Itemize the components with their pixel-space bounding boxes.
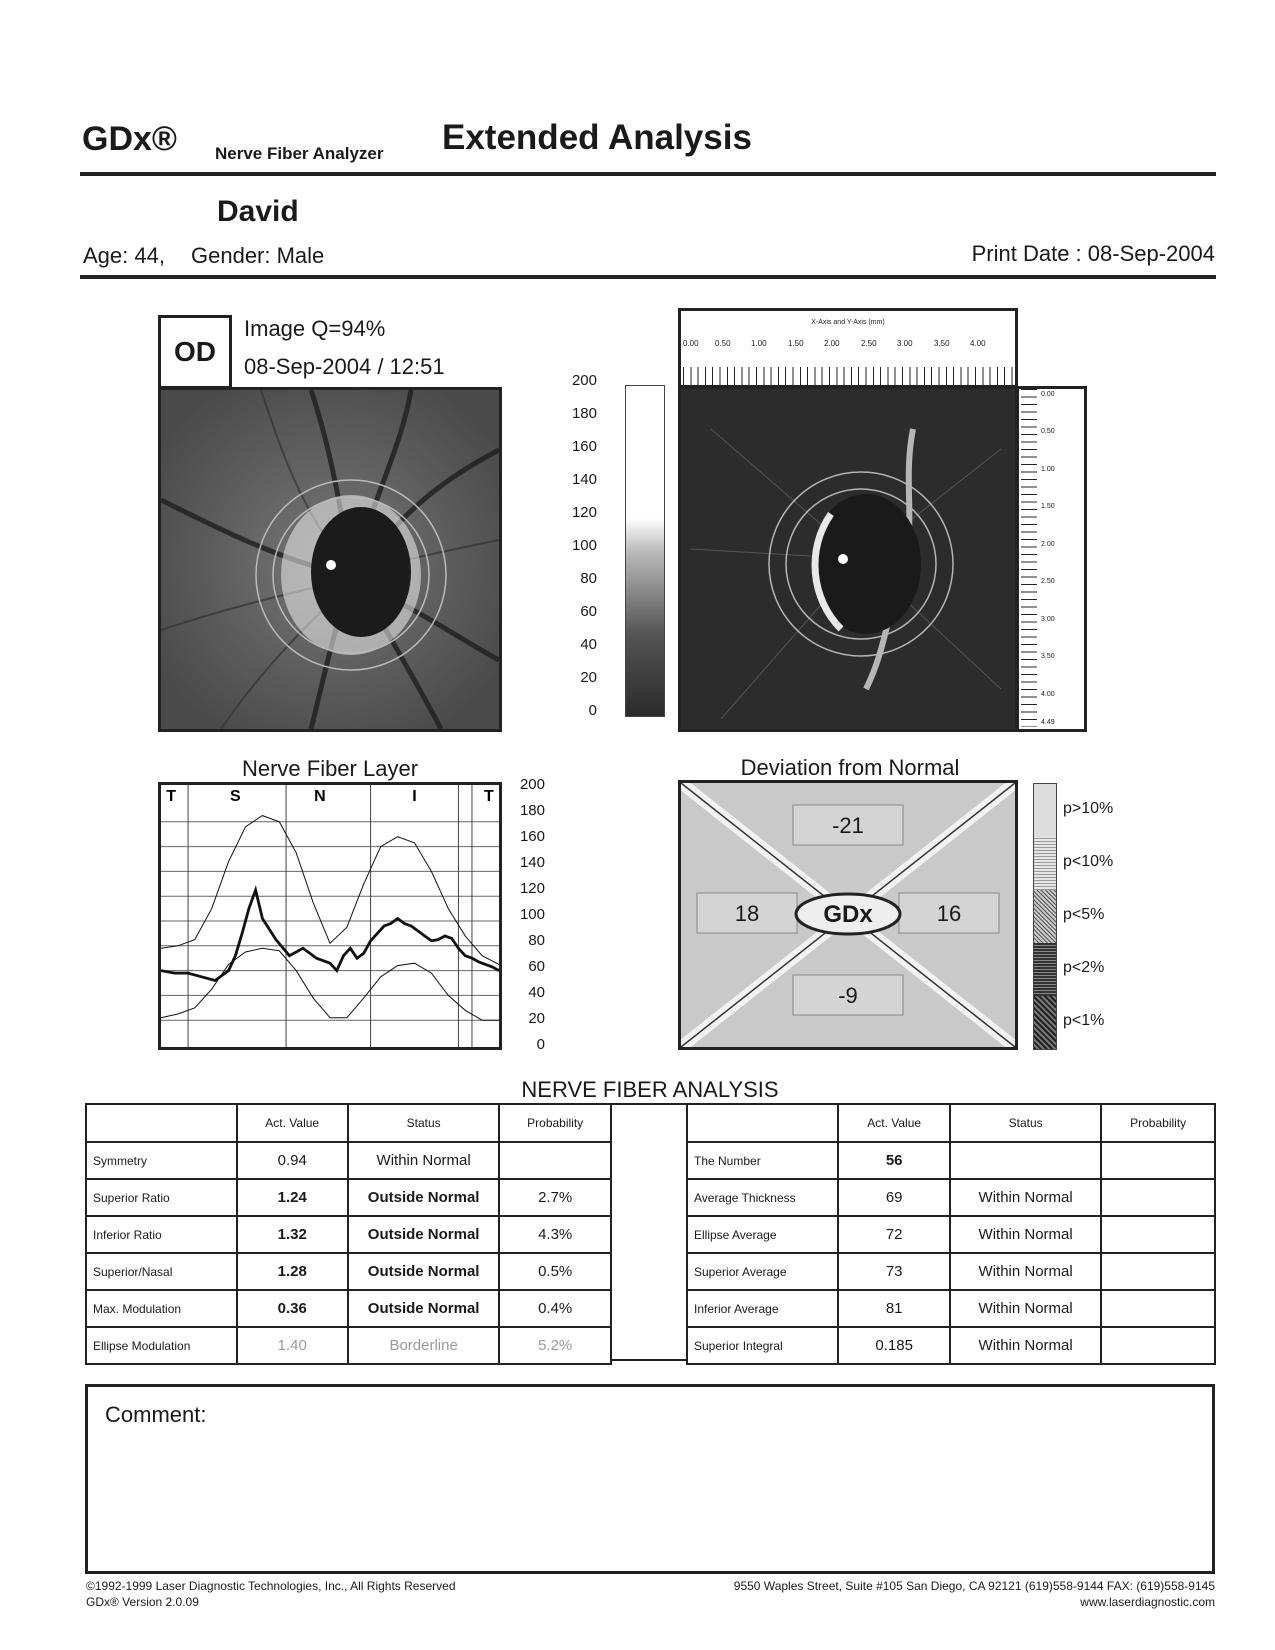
row-label: Max. Modulation (86, 1290, 237, 1327)
ruler-y-label: 3.50 (1041, 653, 1055, 660)
ruler-y-label: 0.50 (1041, 428, 1055, 435)
act-value: 72 (838, 1216, 950, 1253)
status-value: Within Normal (950, 1179, 1101, 1216)
page-title: Extended Analysis (442, 118, 752, 157)
act-value: 81 (838, 1290, 950, 1327)
legend-swatch-p5 (1034, 890, 1056, 943)
status-value: Outside Normal (348, 1179, 499, 1216)
table-row (86, 1253, 611, 1290)
nfl-y-label: 80 (528, 932, 545, 949)
table-header-row (86, 1104, 611, 1142)
probability-value: 4.3% (499, 1216, 611, 1253)
nfl-y-axis-labels (505, 776, 545, 1066)
scale-label: 60 (580, 603, 597, 620)
probability-value (1101, 1290, 1215, 1327)
legend-label: p<5% (1063, 906, 1105, 923)
retardation-scale-labels (557, 372, 617, 732)
nfl-y-label: 140 (519, 854, 545, 871)
status-value: Within Normal (950, 1290, 1101, 1327)
ruler-x-label: 3.50 (934, 339, 950, 348)
probability-value: 0.5% (499, 1253, 611, 1290)
row-label: Superior/Nasal (86, 1253, 237, 1290)
analysis-title: NERVE FIBER ANALYSIS (521, 1077, 779, 1102)
scale-label: 20 (580, 669, 597, 686)
header-cell: Act. Value (237, 1104, 348, 1142)
ruler-y-label: 1.50 (1041, 503, 1055, 510)
table-row (86, 1142, 611, 1179)
act-value: 0.94 (237, 1142, 348, 1179)
probability-value: 0.4% (499, 1290, 611, 1327)
act-value: 0.185 (838, 1327, 950, 1364)
brand-logo: GDx® (82, 120, 177, 158)
scan-datetime: 08-Sep-2004 / 12:51 (244, 354, 445, 379)
act-value: 1.32 (237, 1216, 348, 1253)
scale-label: 160 (571, 438, 597, 455)
row-label: Ellipse Average (687, 1216, 838, 1253)
row-label: Inferior Average (687, 1290, 838, 1327)
status-value: Within Normal (950, 1216, 1101, 1253)
nfl-y-label: 100 (519, 906, 545, 923)
legend-label: p<2% (1063, 959, 1105, 976)
deviation-superior-value: -21 (832, 813, 864, 838)
probability-value: 2.7% (499, 1179, 611, 1216)
act-value: 69 (838, 1179, 950, 1216)
mm-ruler-x (678, 308, 1018, 388)
ruler-y-label: 4.00 (1041, 691, 1055, 698)
polarimetry-image (678, 386, 1018, 732)
table-row (86, 1327, 611, 1364)
deviation-caption: Deviation from Normal (740, 755, 960, 780)
eye-label: OD (158, 315, 232, 389)
print-date: Print Date : 08-Sep-2004 (971, 241, 1215, 266)
scale-label: 120 (571, 504, 597, 521)
ruler-y-label: 3.00 (1041, 616, 1055, 623)
row-label: The Number (687, 1142, 838, 1179)
ruler-x-label: 0.50 (715, 339, 731, 348)
nfl-sector-label: I (412, 788, 417, 805)
header-cell: Probability (1101, 1104, 1215, 1142)
legend-swatch-p2 (1034, 943, 1056, 996)
table-row (86, 1216, 611, 1253)
ruler-x-label: 2.50 (861, 339, 877, 348)
nfl-series-0 (161, 816, 499, 965)
deviation-nasal-value: 16 (936, 901, 962, 926)
ruler-x-label: 1.50 (788, 339, 804, 348)
scale-label: 40 (580, 636, 597, 653)
status-value: Outside Normal (348, 1216, 499, 1253)
patient-age: Age: 44, (83, 243, 165, 268)
act-value: 0.36 (237, 1290, 348, 1327)
act-value: 56 (838, 1142, 950, 1179)
nfl-y-label: 180 (519, 802, 545, 819)
row-label: Inferior Ratio (86, 1216, 237, 1253)
brand-subtitle: Nerve Fiber Analyzer (215, 144, 384, 163)
ruler-y-label: 1.00 (1041, 466, 1055, 473)
nfl-y-label: 200 (519, 776, 545, 793)
nfl-sector-label: T (166, 788, 177, 805)
nfl-y-label: 120 (519, 880, 545, 897)
scale-label: 100 (571, 537, 597, 554)
header-cell (687, 1104, 838, 1142)
retardation-scale-bar (625, 385, 665, 717)
probability-value: 5.2% (499, 1327, 611, 1364)
table-row (687, 1253, 1215, 1290)
table-row (687, 1216, 1215, 1253)
deviation-inferior-value: -9 (838, 983, 858, 1008)
nfl-y-label: 0 (536, 1036, 545, 1053)
row-label: Superior Ratio (86, 1179, 237, 1216)
ruler-x-label: 1.00 (751, 339, 767, 348)
scale-label: 140 (571, 471, 597, 488)
status-value: Within Normal (348, 1142, 499, 1179)
scale-label: 0 (588, 702, 597, 719)
row-label: Average Thickness (687, 1179, 838, 1216)
status-value: Within Normal (950, 1327, 1101, 1364)
ruler-x-label: 3.00 (897, 339, 913, 348)
nfl-y-label: 40 (528, 984, 545, 1001)
ruler-x-label: 0.00 (683, 339, 699, 348)
legend-swatch-p10plus (1034, 784, 1056, 837)
nfl-sector-label: T (483, 788, 494, 805)
nfl-sector-label: N (314, 788, 326, 805)
ruler-x-ticks (683, 367, 1013, 385)
row-label: Superior Average (687, 1253, 838, 1290)
header-divider (80, 172, 1216, 176)
ruler-y-label: 0.00 (1041, 391, 1055, 398)
nfl-y-label: 60 (528, 958, 545, 975)
probability-value (1101, 1253, 1215, 1290)
table-gap (612, 1103, 686, 1361)
ruler-x-label: 4.00 (970, 339, 986, 348)
patient-gender: Gender: Male (191, 243, 325, 268)
table-row (687, 1179, 1215, 1216)
row-label: Symmetry (86, 1142, 237, 1179)
fundus-image-drawing (161, 390, 499, 729)
ruler-x-label: 2.00 (824, 339, 840, 348)
footer-version: GDx® Version 2.0.09 (86, 1595, 199, 1609)
ruler-y-ticks (1021, 389, 1037, 727)
comment-box[interactable] (85, 1384, 1215, 1574)
nfl-series-1 (161, 890, 499, 981)
header-cell: Act. Value (838, 1104, 950, 1142)
scale-label: 80 (580, 570, 597, 587)
nfl-series-2 (161, 948, 499, 1020)
ruler-y-label: 4.49 (1041, 719, 1055, 726)
nfl-sector-label: S (230, 788, 241, 805)
patient-divider (80, 275, 1216, 279)
table-row (687, 1327, 1215, 1364)
nfl-chart-svg (161, 785, 499, 1047)
header-cell: Probability (499, 1104, 611, 1142)
table-row (687, 1290, 1215, 1327)
deviation-temporal-value: 18 (734, 901, 760, 926)
status-value: Outside Normal (348, 1253, 499, 1290)
nfl-y-label: 20 (528, 1010, 545, 1027)
analysis-table-right (686, 1103, 1216, 1365)
analysis-table-left (85, 1103, 612, 1365)
status-value: Within Normal (950, 1253, 1101, 1290)
table-header-row (687, 1104, 1215, 1142)
scale-label: 200 (571, 372, 597, 389)
act-value: 1.40 (237, 1327, 348, 1364)
comment-label: Comment: (105, 1402, 207, 1427)
row-label: Superior Integral (687, 1327, 838, 1364)
table-row (687, 1142, 1215, 1179)
header-cell: Status (950, 1104, 1101, 1142)
header-cell (86, 1104, 237, 1142)
footer-website[interactable]: www.laserdiagnostic.com (1080, 1595, 1215, 1609)
header-cell: Status (348, 1104, 499, 1142)
legend-label: p<1% (1063, 1012, 1105, 1029)
nfl-chart-caption: Nerve Fiber Layer (241, 756, 419, 781)
probability-value (1101, 1142, 1215, 1179)
act-value: 73 (838, 1253, 950, 1290)
fundus-image (158, 387, 502, 732)
legend-label: p>10% (1063, 800, 1114, 817)
probability-value (1101, 1179, 1215, 1216)
footer-address: 9550 Waples Street, Suite #105 San Diego, CA 92121 (619)558-9144 FAX: (619)558-9145 (733, 1579, 1215, 1593)
ruler-y-label: 2.00 (1041, 541, 1055, 548)
mm-ruler-y (1016, 386, 1087, 732)
status-value (950, 1142, 1101, 1179)
status-value: Borderline (348, 1327, 499, 1364)
image-quality: Image Q=94% (244, 316, 386, 341)
act-value: 1.28 (237, 1253, 348, 1290)
polarimetry-image-drawing (681, 389, 1015, 729)
row-label: Ellipse Modulation (86, 1327, 237, 1364)
probability-value (1101, 1216, 1215, 1253)
patient-name: David (217, 195, 299, 228)
status-value: Outside Normal (348, 1290, 499, 1327)
probability-value (499, 1142, 611, 1179)
ruler-y-label: 2.50 (1041, 578, 1055, 585)
table-row (86, 1179, 611, 1216)
legend-swatch-p1 (1034, 996, 1056, 1049)
deviation-legend-bar (1033, 783, 1057, 1050)
nfl-y-label: 160 (519, 828, 545, 845)
deviation-map (678, 780, 1018, 1050)
ruler-title: X-Axis and Y-Axis (mm) (811, 319, 885, 326)
deviation-center-logo: GDx (823, 901, 873, 928)
nfl-chart (158, 782, 502, 1050)
footer-copyright: ©1992-1999 Laser Diagnostic Technologies, Inc., All Rights Reserved (86, 1579, 456, 1593)
table-row (86, 1290, 611, 1327)
legend-label: p<10% (1063, 853, 1114, 870)
probability-value (1101, 1327, 1215, 1364)
legend-swatch-p10 (1034, 837, 1056, 890)
scale-label: 180 (571, 405, 597, 422)
act-value: 1.24 (237, 1179, 348, 1216)
